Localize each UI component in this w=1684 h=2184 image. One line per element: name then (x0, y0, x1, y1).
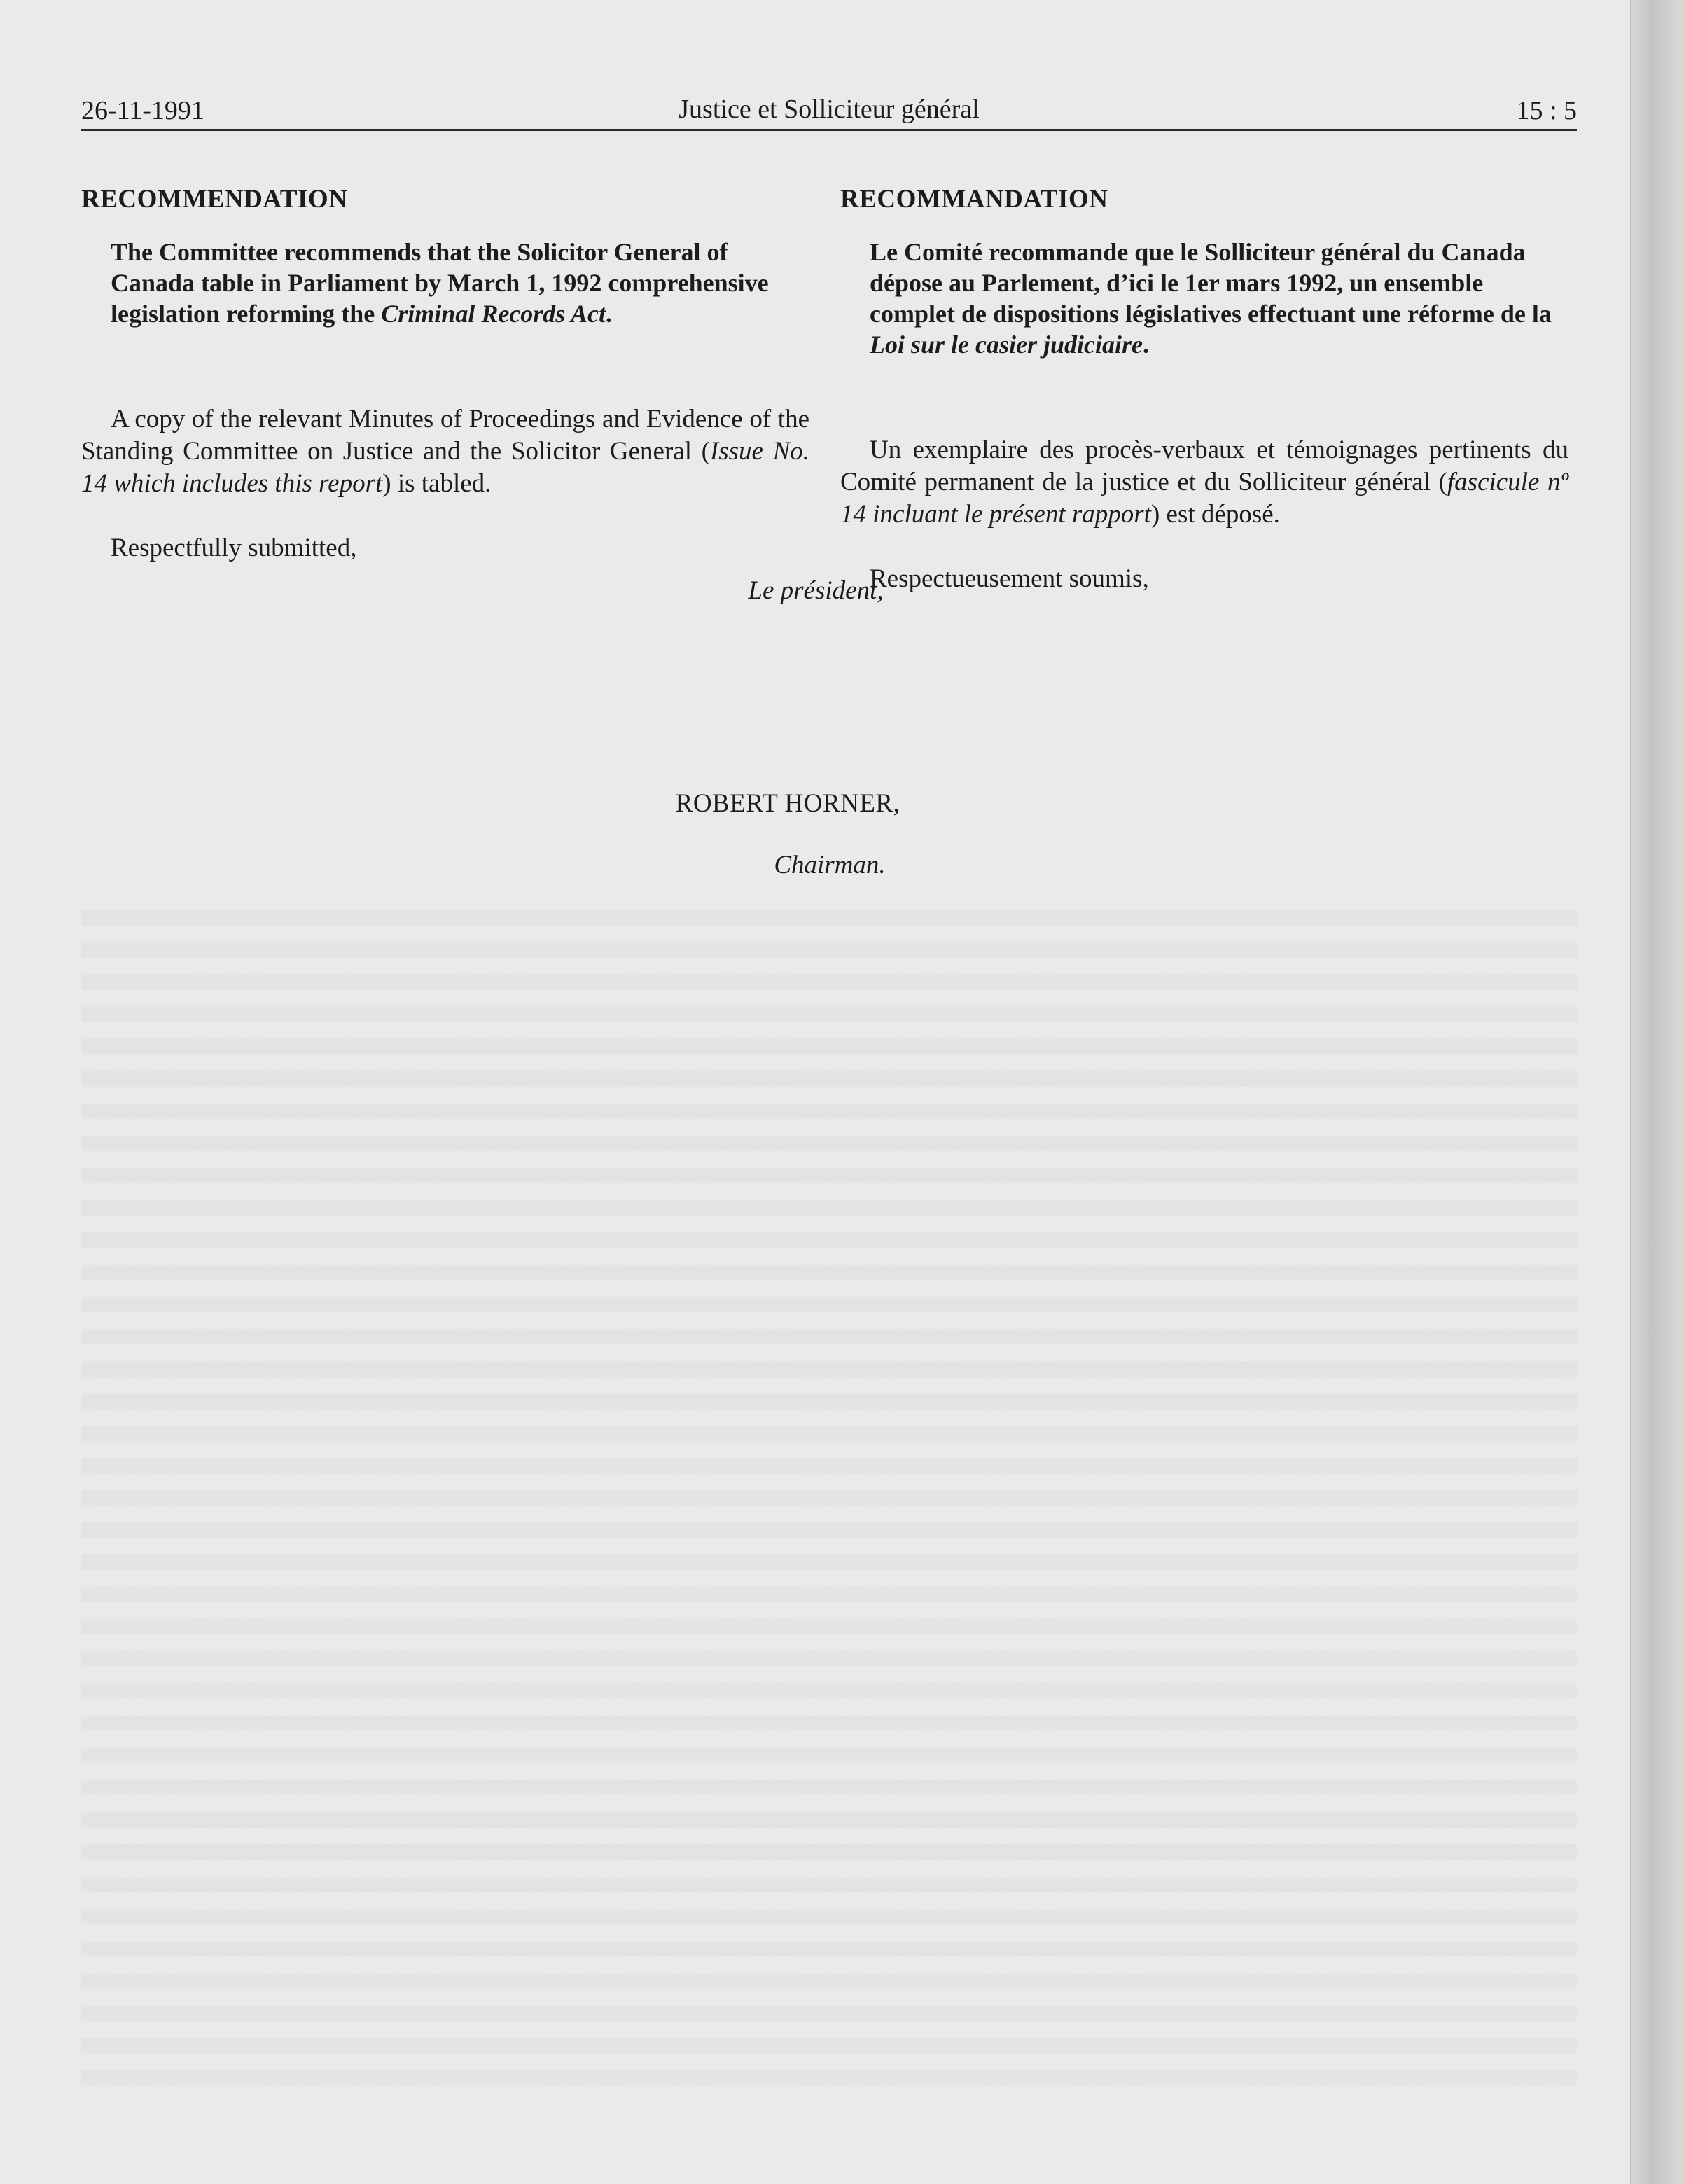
recommendation-text-en: The Committee recommends that the Solicitor General of Canada table in Parliament by March 1, 1992 comprehensive legislation reforming the Criminal Records Act. (111, 238, 769, 328)
tabled-paragraph-fr: Un exemplaire des procès-verbaux et témoignages pertinents du Comité permanent de la justice et du Solliciteur général (fascicule nº 14 incluant le présent rapport) est déposé. (840, 436, 1568, 529)
english-column (81, 183, 809, 564)
issue-reference-en: Issue No. 14 which includes this report (81, 437, 809, 498)
page-binding-edge (1630, 0, 1684, 2184)
recommendation-text-fr: Le Comité recommande que le Solliciteur général du Canada dépose au Parlement, d’ici le 1er mars 1992, un ensemble complet de dispositions législatives effectuant une réforme de la Loi sur le casier judiciaire. (870, 238, 1552, 359)
act-title-fr: Loi sur le casier judiciaire (870, 331, 1143, 359)
tabled-paragraph-en: A copy of the relevant Minutes of Proceedings and Evidence of the Standing Committee on Justice and the Solicitor General (Issue No. 14 which includes this report) is tabled. (81, 405, 809, 498)
recommendation-heading-en: RECOMMENDATION (81, 185, 348, 214)
header-title: Justice et Solliciteur général (679, 95, 980, 124)
act-title-en: Criminal Records Act (381, 300, 606, 328)
signature-title-en: Chairman. (774, 851, 886, 879)
closing-fr: Respectueusement soumis, (870, 564, 1149, 593)
header-date: 26-11-1991 (81, 96, 204, 125)
page-header (81, 90, 1577, 131)
bleed-through-texture (81, 910, 1577, 2101)
header-page-number: 15 : 5 (1516, 96, 1577, 125)
french-column (840, 183, 1568, 595)
signature-title-fr: Le président, (748, 576, 884, 605)
signature-name: ROBERT HORNER, (675, 789, 900, 818)
issue-reference-fr: fascicule nº 14 incluant le présent rapport (840, 468, 1568, 529)
recommendation-heading-fr: RECOMMANDATION (840, 185, 1108, 214)
closing-en: Respectfully submitted, (111, 534, 357, 562)
